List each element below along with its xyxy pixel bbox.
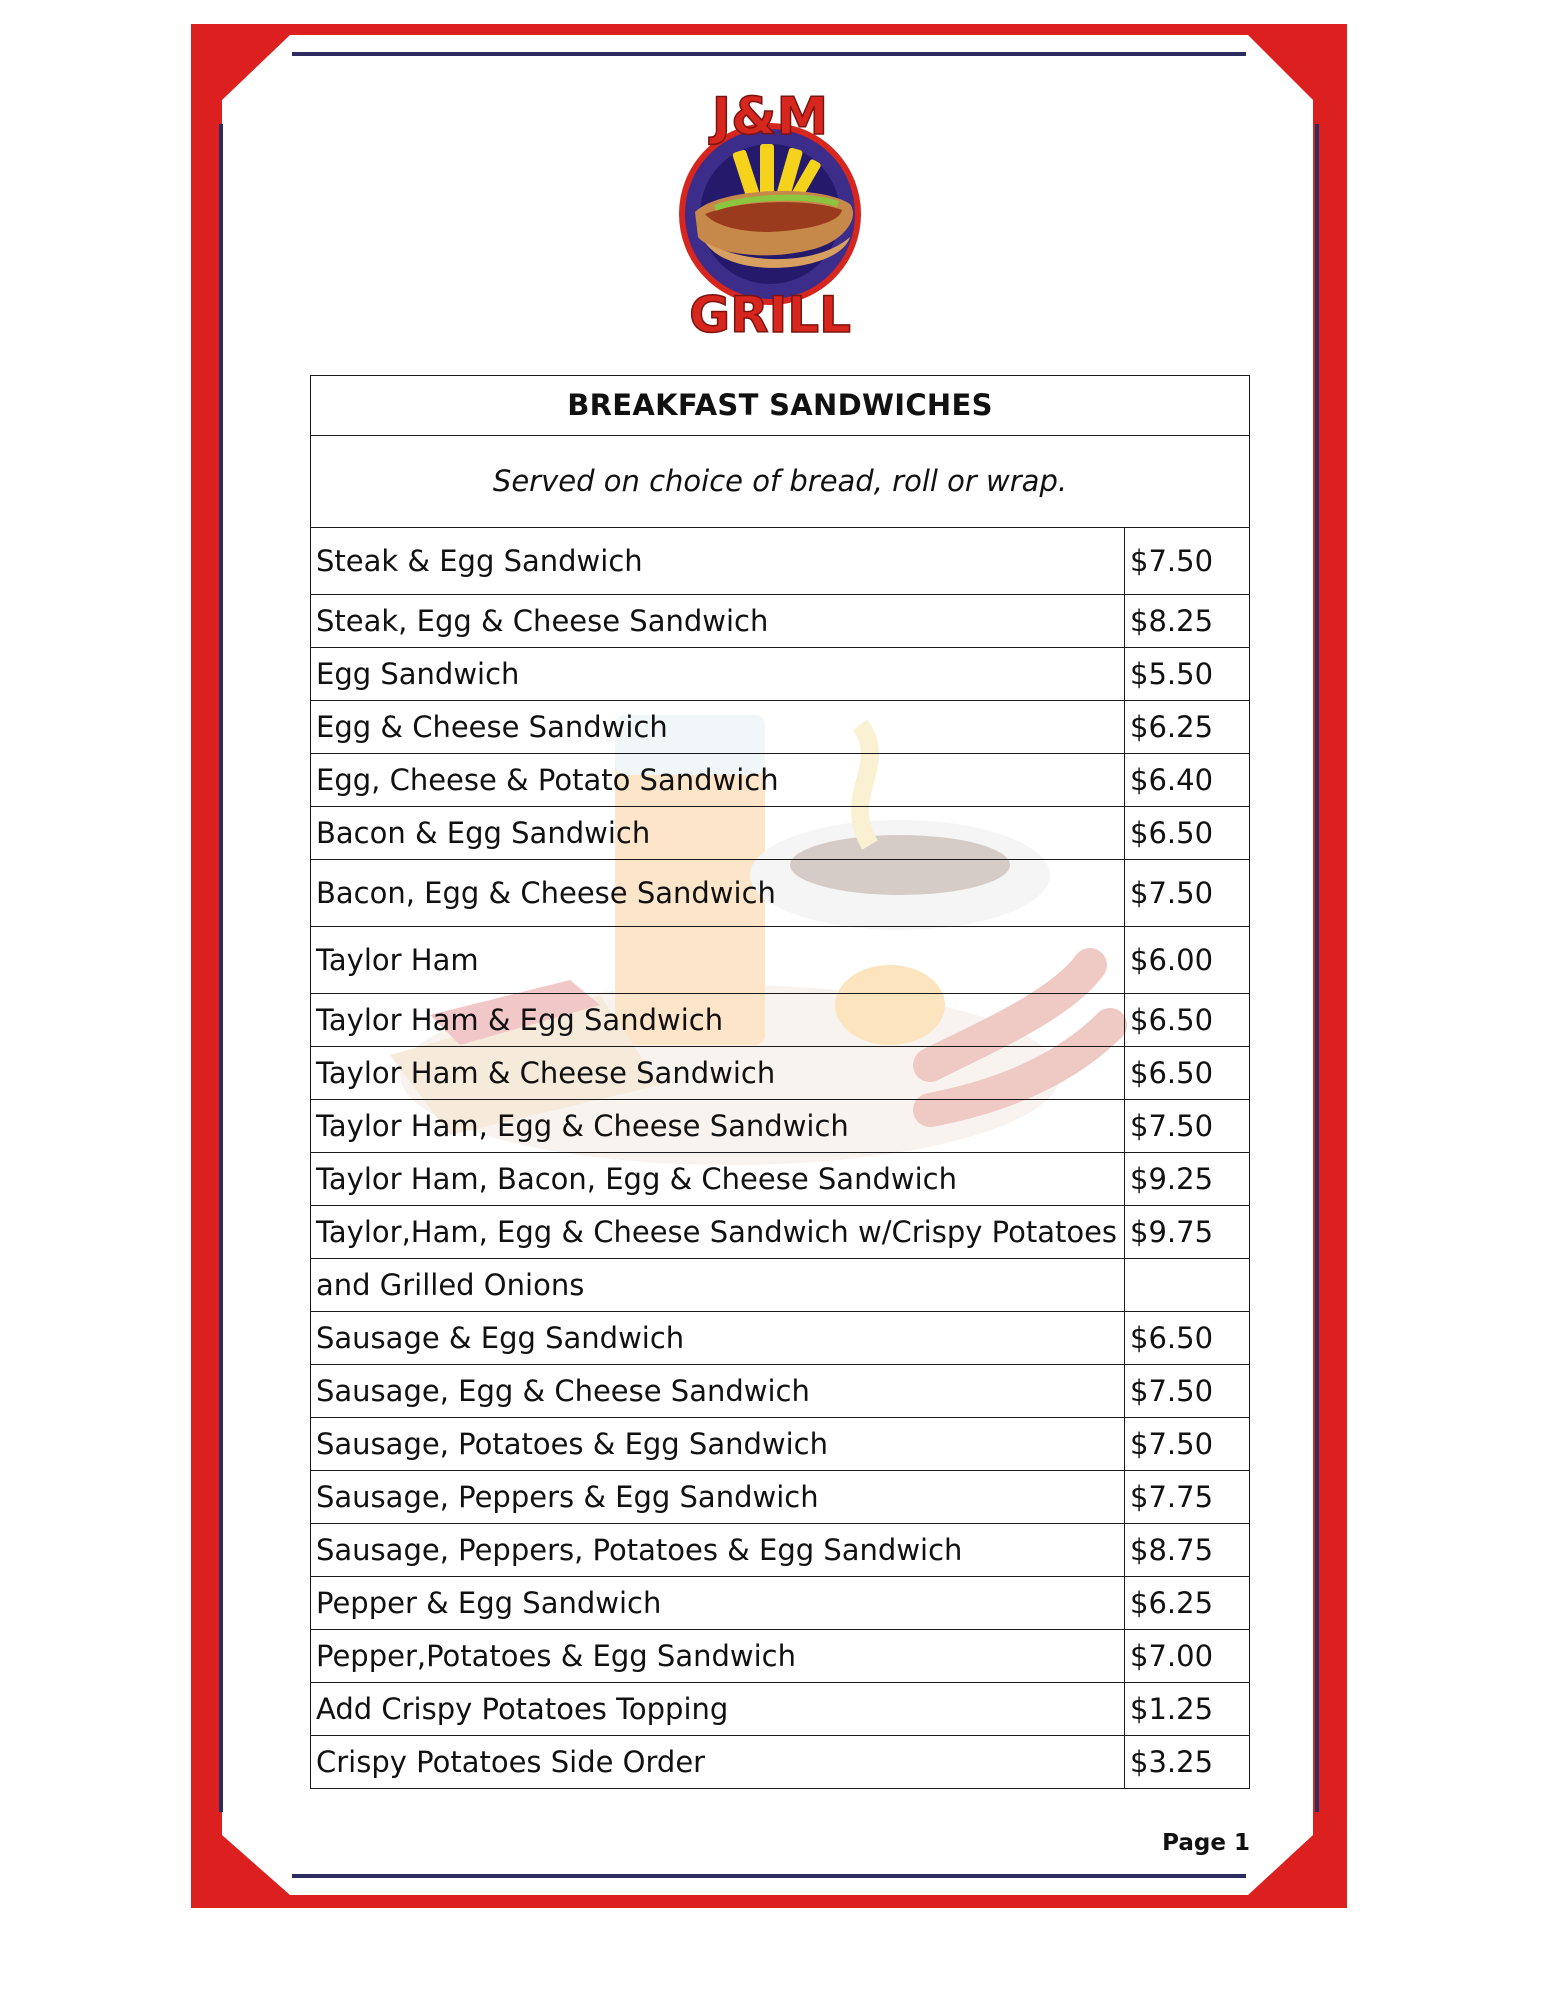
menu-item-price: $6.00 bbox=[1125, 927, 1250, 994]
menu-row bbox=[311, 595, 1250, 648]
menu-row bbox=[311, 1630, 1250, 1683]
menu-item-name: Egg Sandwich bbox=[311, 648, 1125, 701]
menu-item-name: Taylor Ham & Egg Sandwich bbox=[311, 994, 1125, 1047]
menu-item-name: Sausage, Egg & Cheese Sandwich bbox=[311, 1365, 1125, 1418]
menu-row bbox=[311, 1471, 1250, 1524]
menu-row bbox=[311, 528, 1250, 595]
menu-item-name: Egg & Cheese Sandwich bbox=[311, 701, 1125, 754]
menu-row bbox=[311, 1683, 1250, 1736]
menu-row bbox=[311, 1524, 1250, 1577]
menu-row bbox=[311, 1312, 1250, 1365]
menu-item-name: Pepper & Egg Sandwich bbox=[311, 1577, 1125, 1630]
menu-row bbox=[311, 1100, 1250, 1153]
menu-item-price: $7.00 bbox=[1125, 1630, 1250, 1683]
menu-item-name: Taylor Ham bbox=[311, 927, 1125, 994]
menu-row bbox=[311, 1577, 1250, 1630]
menu-item-name: Taylor Ham, Bacon, Egg & Cheese Sandwich bbox=[311, 1153, 1125, 1206]
menu-item-price: $9.25 bbox=[1125, 1153, 1250, 1206]
menu-item-price: $1.25 bbox=[1125, 1683, 1250, 1736]
menu-row bbox=[311, 1418, 1250, 1471]
page-number: Page 1 bbox=[1162, 1830, 1250, 1856]
menu-item-price: $5.50 bbox=[1125, 648, 1250, 701]
menu-item-price: $8.75 bbox=[1125, 1524, 1250, 1577]
menu-row bbox=[311, 1047, 1250, 1100]
menu-item-price bbox=[1125, 1259, 1250, 1312]
menu-item-name: Sausage, Potatoes & Egg Sandwich bbox=[311, 1418, 1125, 1471]
menu-item-name: Sausage, Peppers, Potatoes & Egg Sandwich bbox=[311, 1524, 1125, 1577]
menu-item-name: Sausage, Peppers & Egg Sandwich bbox=[311, 1471, 1125, 1524]
menu-row bbox=[311, 1259, 1250, 1312]
menu-title: BREAKFAST SANDWICHES bbox=[311, 376, 1250, 436]
menu-item-name: Steak, Egg & Cheese Sandwich bbox=[311, 595, 1125, 648]
menu-item-price: $7.50 bbox=[1125, 528, 1250, 595]
menu-item-price: $3.25 bbox=[1125, 1736, 1250, 1789]
menu-item-price: $6.25 bbox=[1125, 1577, 1250, 1630]
menu-item-name: Crispy Potatoes Side Order bbox=[311, 1736, 1125, 1789]
menu-item-name: Bacon, Egg & Cheese Sandwich bbox=[311, 860, 1125, 927]
menu-row bbox=[311, 754, 1250, 807]
logo-line1: J&M bbox=[711, 92, 829, 147]
menu-item-price: $7.50 bbox=[1125, 1418, 1250, 1471]
menu-row bbox=[311, 1153, 1250, 1206]
menu-row bbox=[311, 1365, 1250, 1418]
menu-row bbox=[311, 860, 1250, 927]
menu-item-name: Taylor,Ham, Egg & Cheese Sandwich w/Crispy Potatoes bbox=[311, 1206, 1125, 1259]
menu-item-name: Sausage & Egg Sandwich bbox=[311, 1312, 1125, 1365]
menu-item-price: $8.25 bbox=[1125, 595, 1250, 648]
jm-grill-logo bbox=[660, 92, 880, 342]
menu-item-price: $7.50 bbox=[1125, 1365, 1250, 1418]
menu-item-price: $9.75 bbox=[1125, 1206, 1250, 1259]
menu-item-name: Taylor Ham, Egg & Cheese Sandwich bbox=[311, 1100, 1125, 1153]
menu-row bbox=[311, 648, 1250, 701]
menu-item-name: Pepper,Potatoes & Egg Sandwich bbox=[311, 1630, 1125, 1683]
menu-item-name: Bacon & Egg Sandwich bbox=[311, 807, 1125, 860]
menu-item-price: $7.50 bbox=[1125, 1100, 1250, 1153]
logo-line2: GRILL bbox=[689, 286, 851, 342]
menu-subtitle: Served on choice of bread, roll or wrap. bbox=[311, 436, 1250, 528]
menu-row bbox=[311, 701, 1250, 754]
menu-item-name: Egg, Cheese & Potato Sandwich bbox=[311, 754, 1125, 807]
menu-item-price: $6.25 bbox=[1125, 701, 1250, 754]
menu-row bbox=[311, 994, 1250, 1047]
breakfast-menu-table bbox=[310, 375, 1250, 1789]
menu-item-price: $6.50 bbox=[1125, 1047, 1250, 1100]
menu-row bbox=[311, 927, 1250, 994]
menu-row bbox=[311, 1736, 1250, 1789]
menu-item-price: $6.50 bbox=[1125, 994, 1250, 1047]
menu-row bbox=[311, 1206, 1250, 1259]
menu-item-name: Steak & Egg Sandwich bbox=[311, 528, 1125, 595]
menu-item-price: $7.50 bbox=[1125, 860, 1250, 927]
menu-item-price: $6.40 bbox=[1125, 754, 1250, 807]
menu-item-price: $6.50 bbox=[1125, 1312, 1250, 1365]
menu-row bbox=[311, 807, 1250, 860]
menu-item-name: and Grilled Onions bbox=[311, 1259, 1125, 1312]
menu-item-price: $6.50 bbox=[1125, 807, 1250, 860]
menu-item-price: $7.75 bbox=[1125, 1471, 1250, 1524]
menu-item-name: Add Crispy Potatoes Topping bbox=[311, 1683, 1125, 1736]
menu-item-name: Taylor Ham & Cheese Sandwich bbox=[311, 1047, 1125, 1100]
